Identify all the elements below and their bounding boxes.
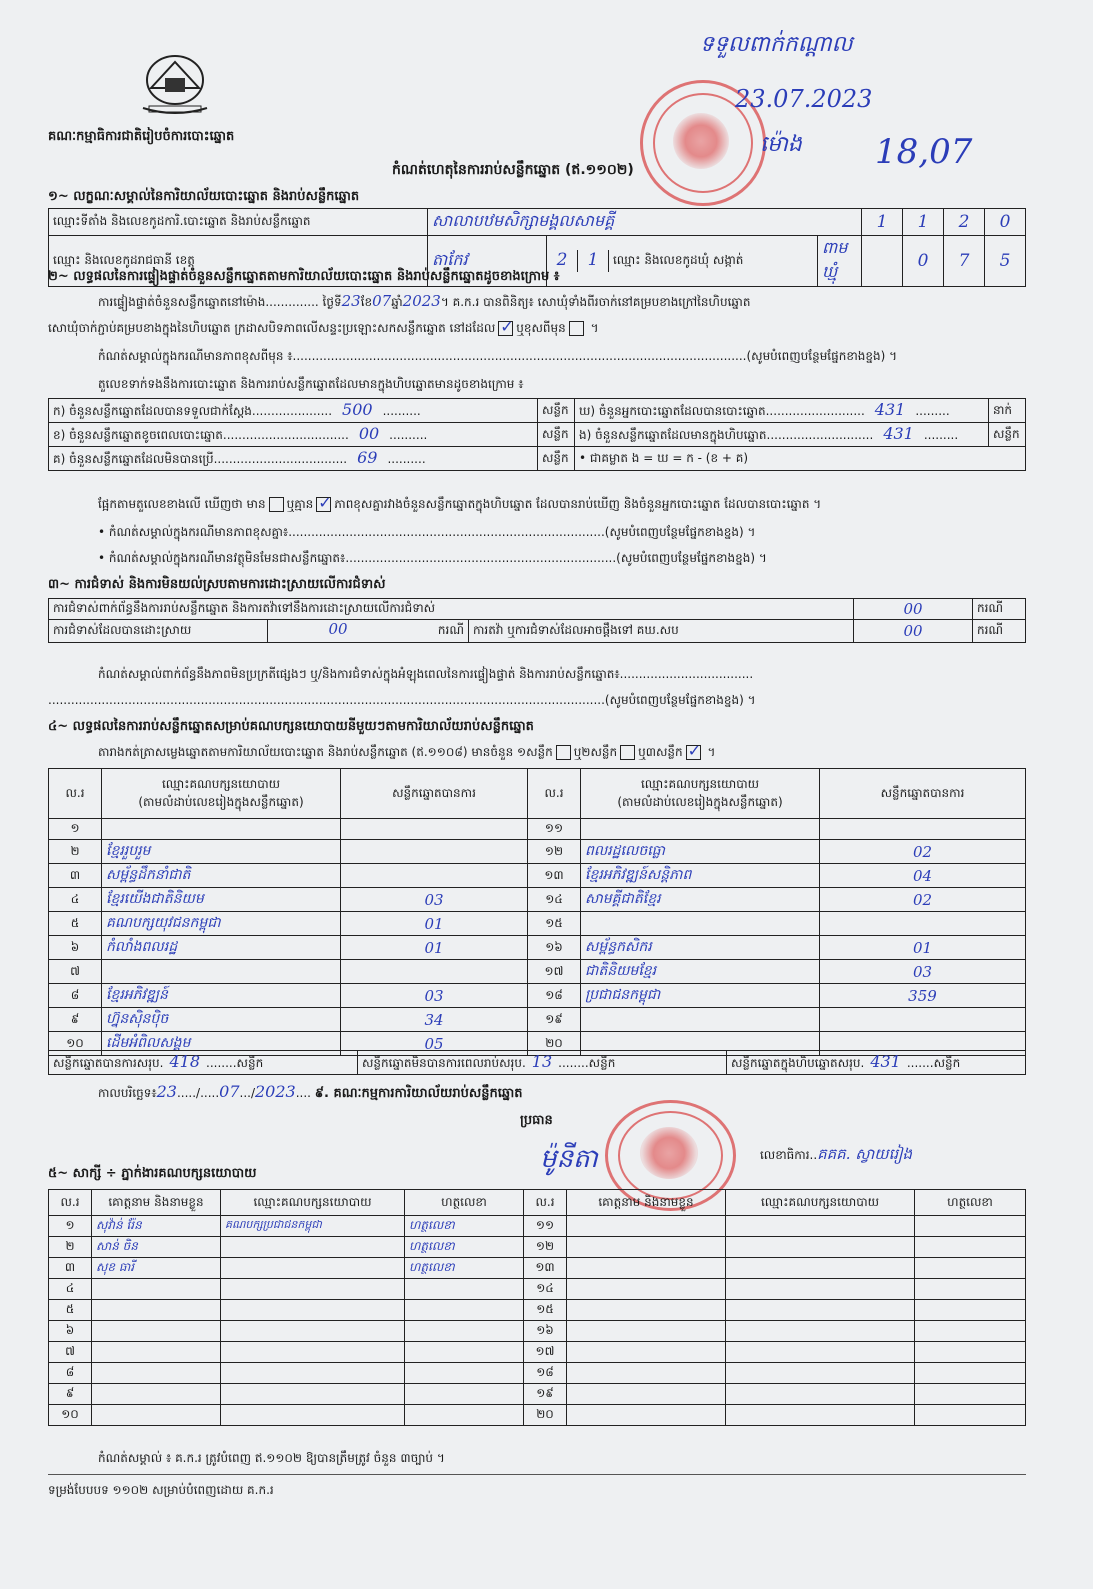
form-title: កំណត់ហេតុនៃការរាប់សន្លឹកឆ្នោត (ឥ.១១០២): [392, 162, 634, 178]
party-no: ៦: [49, 936, 102, 960]
witness-signature: [915, 1363, 1026, 1384]
footer-divider: [48, 1474, 1026, 1475]
s3-note: កំណត់សម្គាល់ពាក់ព័ន្ធនឹងភាពមិនប្រក្រតីផ្សេងៗ ឬ/និងការជំទាស់ក្នុងអំឡុងពេលនៃការផ្ទៀងផ្ទាត់ និងការរាប់សន្លឹកឆ្នោត៖...................................: [98, 667, 754, 681]
s1-prov-code-1: 2: [547, 250, 578, 272]
party-votes: [341, 864, 528, 888]
witness-no: ៤: [49, 1279, 92, 1300]
table-row: [49, 1384, 1026, 1405]
s2-para-2: សោឃុំចាក់ភ្ជាប់គម្របខាងក្នុងនៃហិបឆ្នោត ក្រដាសបិទភាពលើសន្ទះប្រឡោះសកសន្លឹកឆ្នោត នៅដដែល✓ ឬខុសពីមុន ។: [48, 320, 599, 338]
party-votes: 01: [341, 912, 528, 936]
party-name: [581, 819, 820, 840]
total-box-value: 431: [870, 1052, 901, 1071]
party-name: ខ្មែររួបរួម: [102, 840, 341, 864]
witness-signature: [915, 1384, 1026, 1405]
party-no: ១៩: [528, 1008, 581, 1032]
witness-signature: [915, 1237, 1026, 1258]
witness-name: [567, 1279, 726, 1300]
witness-party: [726, 1342, 915, 1363]
witness-signature: [405, 1321, 524, 1342]
party-no: ២: [49, 840, 102, 864]
witness-no: ៦: [49, 1321, 92, 1342]
witness-name: [567, 1237, 726, 1258]
witness-name: [567, 1405, 726, 1426]
witness-party: [221, 1237, 405, 1258]
party-no: ១៥: [528, 912, 581, 936]
table-row: [49, 1321, 1026, 1342]
witness-name: [567, 1321, 726, 1342]
party-name: គណបក្សយុវជនកម្ពុជា: [102, 912, 341, 936]
party-no: ១៨: [528, 984, 581, 1008]
s2-gho-value: 431: [874, 400, 906, 419]
s2-para-1: ការផ្ទៀងផ្ទាត់ចំនួនសន្លឹកឆ្នោតនៅម៉ោង.............. ថ្ងៃទី23ខែ07ឆ្នាំ2023។ គ.ក.រ បានពិនិត្យ៖ សោឃុំទាំងពីរចាក់នៅគម្របខាងក្រៅនៃហិបឆ្នោត: [98, 292, 751, 310]
sign-month: 07: [219, 1082, 240, 1101]
witness-signature: [915, 1405, 1026, 1426]
witness-signature: [405, 1300, 524, 1321]
s3-r2-value: 00: [328, 620, 348, 638]
witness-party: [221, 1384, 405, 1405]
section-4-title: ៤~ លទ្ធផលនៃការរាប់សន្លឹកឆ្នោតសម្រាប់គណបក្សនយោបាយនីមួយៗតាមការិយាល័យរាប់សន្លឹកឆ្នោត: [48, 719, 534, 734]
section-3-table: ការជំទាស់ពាក់ព័ន្ធនឹងការរាប់សន្លឹកឆ្នោត និងការតវ៉ាទៅនឹងការដោះស្រាយលើការជំទាស់ 00 ករណី ការជំទាស់ដែលបានដោះស្រាយ 00 ករណី ការតវ៉ា ឬការជំទាស់ដែលអាចផ្ដឹងទៅ គឃ.សប 00 ករណី: [48, 598, 1026, 643]
party-name: [581, 912, 820, 936]
party-votes: 02: [820, 840, 1026, 864]
s5-note: កំណត់សម្គាល់ ៖ គ.ក.រ ត្រូវបំពេញ ឥ.១១០២ ឱ្យបានត្រឹមត្រូវ ចំនួន ៣ច្បាប់ ។: [98, 1451, 445, 1465]
s2-month: 07: [372, 292, 392, 310]
witness-no: ១៦: [524, 1321, 567, 1342]
witness-table: ល.រ គោត្តនាម និងនាមខ្លួន ឈ្មោះគណបក្សនយោបាយ ហត្ថលេខា ល.រ គោត្តនាម និងនាមខ្លួន ឈ្មោះគណបក្សនយោបាយ ហត្ថលេខា ១ សុវ៉ាន់ រ៉ែន គណបក្សប្រជាជនកម្ពុជា ហត្ថលេខា ១១ ២ សាន់ ចិន ហត្ថលេខា ១២ ៣ សុខ ធារី ហត្ថលេខា ១៣ ៤ ១៤ ៥ ១៥ ៦ ១៦ ៧ ១៧ ៨ ១៨ ៩ ១៩ ១០ ២០: [48, 1189, 1026, 1426]
same-checkbox[interactable]: [498, 321, 513, 336]
party-no: ១៦: [528, 936, 581, 960]
party-no: ២០: [528, 1032, 581, 1056]
party-name: ខ្មែរអភិវឌ្ឍន៍: [102, 984, 341, 1008]
witness-signature: [915, 1342, 1026, 1363]
witness-party: គណបក្សប្រជាជនកម្ពុជា: [221, 1216, 405, 1237]
witness-party: [726, 1258, 915, 1279]
party-no: ៩: [49, 1008, 102, 1032]
party-votes: 03: [341, 984, 528, 1008]
party-no: ១៧: [528, 960, 581, 984]
chair-signature: ម៉ូនីតា: [540, 1144, 598, 1174]
three-sheet-checkbox[interactable]: [686, 745, 701, 760]
s2-ka-value: 500: [342, 400, 373, 419]
party-name: ជាតិនិយមខ្មែរ: [581, 960, 820, 984]
party-votes: [820, 819, 1026, 840]
has-diff-checkbox[interactable]: [269, 497, 284, 512]
party-votes: [341, 840, 528, 864]
hw-received-note: ទទួលពាក់កណ្ដាល: [700, 32, 853, 57]
witness-signature: ហត្ថលេខា: [405, 1258, 524, 1279]
s3-r2-value2: 00: [854, 620, 973, 643]
witness-signature: [915, 1300, 1026, 1321]
witness-name: [92, 1342, 221, 1363]
party-no: ១២: [528, 840, 581, 864]
witness-name: [567, 1342, 726, 1363]
section-3-title: ៣~ ការជំទាស់ និងការមិនយល់ស្របតាមការដោះស្រាយលើការជំទាស់: [48, 577, 386, 592]
witness-no: ១២: [524, 1237, 567, 1258]
s1-com-code-3: 5: [985, 236, 1026, 287]
witness-name: [92, 1321, 221, 1342]
witness-party: [726, 1216, 915, 1237]
table-row: [49, 1258, 1026, 1279]
party-votes: 03: [341, 888, 528, 912]
party-name: ខ្មែរអភិវឌ្ឍន៍សន្តិភាព: [581, 864, 820, 888]
s2-bullet-1: • កំណត់សម្គាល់ក្នុងករណីមានភាពខុសគ្នា៖...................................................................................(សូមបំពេញបន្ថែមផ្នែកខាងខ្នង) ។: [98, 525, 756, 539]
table-row: [49, 912, 1026, 936]
table-row: [49, 1237, 1026, 1258]
party-no: ៥: [49, 912, 102, 936]
witness-name: [567, 1216, 726, 1237]
witness-party: [726, 1363, 915, 1384]
witness-signature: [915, 1258, 1026, 1279]
party-votes: [341, 960, 528, 984]
party-votes: 02: [820, 888, 1026, 912]
s4-date-line: កាលបរិច្ឆេទ៖23...../.....07.../2023.... ៩. គណៈកម្មការការិយាល័យរាប់សន្លឹកឆ្នោត: [98, 1082, 523, 1101]
witness-party: [221, 1279, 405, 1300]
s4-intro: តារាងកត់ត្រាសម្លេងឆ្នោតតាមការិយាល័យបោះឆ្នោត និងរាប់សន្លឹកឆ្នោត (ឥ.១១០៨) មានចំនួន ១សន្លឹក ឬ២សន្លឹក ឬ៣សន្លឹក✓ ។: [98, 744, 715, 762]
party-votes: 03: [820, 960, 1026, 984]
hw-time: 18,07: [875, 132, 973, 172]
table-row: [49, 936, 1026, 960]
s3-r1-value: 00: [854, 599, 973, 620]
party-no: ៨: [49, 984, 102, 1008]
s2-para-4: តួលេខទាក់ទងនឹងការបោះឆ្នោត និងការរាប់សន្លឹកឆ្នោតដែលមានក្នុងហិបឆ្នោតមានដូចខាងក្រោម ៖: [98, 377, 524, 391]
witness-party: [221, 1363, 405, 1384]
s2-para-5: ផ្អែកតាមតួលេខខាងលើ ឃើញថា មាន ឬគ្មាន✓ ភាពខុសគ្នារវាងចំនួនសន្លឹកឆ្នោតក្នុងហិបឆ្នោត ដែលបានរាប់ឃើញ និងចំនួនអ្នកបោះឆ្នោត ដែលបានបោះឆ្នោត ។: [98, 496, 821, 514]
party-no: ១៤: [528, 888, 581, 912]
witness-name: [92, 1405, 221, 1426]
s1-code-4: 0: [985, 209, 1026, 236]
witness-signature: [405, 1384, 524, 1405]
party-results-table: ល.រ ឈ្មោះគណបក្សនយោបាយ (តាមលំដាប់លេខរៀងក្នុងសន្លឹកឆ្នោត) សន្លឹកឆ្នោតបានការ ល.រ ឈ្មោះគណបក្សនយោបាយ (តាមលំដាប់លេខរៀងក្នុងសន្លឹកឆ្នោត) សន្លឹកឆ្នោតបានការ ១ ១១ ២ ខ្មែររួបរួម ១២ ពលរដ្ឋលេចធ្លោ 02 ៣ សម្ព័ន្ធដឹកនាំជាតិ ១៣ ខ្មែរអភិវឌ្ឍន៍សន្តិភាព 04 ៤ ខ្មែរយើងជាតិនិយម 03 ១៤ សាមគ្គីជាតិខ្មែរ 02 ៥ គណបក្សយុវជនកម្ពុជា 01 ១៥ ៦ កំលាំងពលរដ្ឋ 01 ១៦ សម្ព័ន្ធកសិករ 01 ៧ ១៧ ជាតិនិយមខ្មែរ 03 ៨ ខ្មែរអភិវឌ្ឍន៍ 03 ១៨ ប្រជាជនកម្ពុជា 359 ៩ ហ្វ៊ុនស៊ិនប៉ិច 34 ១៩ ១០ ដើមអំពិលសង្គម 05 ២០: [48, 768, 1026, 1056]
s1-row2-label2: ឈ្មោះ និងលេខកូដឃុំ សង្កាត់: [613, 253, 744, 267]
s1-com-code-1: 0: [903, 236, 944, 287]
witness-party: [726, 1237, 915, 1258]
table-row: [49, 1363, 1026, 1384]
witness-name: [92, 1279, 221, 1300]
party-no: ១០: [49, 1032, 102, 1056]
party-name: សម្ព័ន្ធដឹកនាំជាតិ: [102, 864, 341, 888]
hw-time-label: ម៉ោង: [760, 132, 802, 157]
s1-prov-code-2: 1: [578, 250, 609, 272]
witness-no: ១៩: [524, 1384, 567, 1405]
witness-no: ៣: [49, 1258, 92, 1279]
party-no: ៧: [49, 960, 102, 984]
party-no: ១១: [528, 819, 581, 840]
party-name: សម្ព័ន្ធកសិករ: [581, 936, 820, 960]
party-name: កំលាំងពលរដ្ឋ: [102, 936, 341, 960]
witness-name: [92, 1384, 221, 1405]
section-5-title: ៥~ សាក្សី ÷ ភ្នាក់ងារគណបក្សនយោបាយ: [48, 1166, 257, 1181]
s1-com-code-2: 7: [944, 236, 985, 287]
s2-year: 2023: [402, 292, 441, 310]
table-row: [49, 888, 1026, 912]
s1-row1-value: សាលាបឋមសិក្សាមង្គលសាមគ្គី: [428, 209, 862, 236]
s2-counts-table: ក) ចំនួនសន្លឹកឆ្នោតដែលបានទទួលជាក់ស្ដែង..................... 500 .......... សន្លឹក ឃ) ចំនួនអ្នកបោះឆ្នោតដែលបានបោះឆ្នោត.......................... 431 ......... នាក់ ខ) ចំនួនសន្លឹកឆ្នោតខូចពេលបោះឆ្នោត................................. 00 .......... សន្លឹក ង) ចំនួនសន្លឹកឆ្នោតដែលមានក្នុងហិបឆ្នោត............................ 431 ......... សន្លឹក គ) ចំនួនសន្លឹកឆ្នោតដែលមិនបានប្រើ................................... 69 .......... សន្លឹក • ជាគម្លាត ង = ឃ = ក - (ខ + គ): [48, 398, 1026, 471]
sign-year: 2023: [255, 1082, 296, 1101]
s1-row2-label: ឈ្មោះ និងលេខកូដរាជធានី ខេត្ត: [53, 253, 195, 267]
chair-label: ប្រធាន: [520, 1113, 553, 1128]
witness-party: [726, 1321, 915, 1342]
s1-code-2: 1: [903, 209, 944, 236]
hw-date: 23.07.2023: [735, 85, 873, 113]
witness-party: [221, 1300, 405, 1321]
s2-day: 23: [341, 292, 361, 310]
witness-no: ៩: [49, 1384, 92, 1405]
sign-day: 23: [156, 1082, 177, 1101]
witness-signature: [405, 1363, 524, 1384]
witness-party: [221, 1342, 405, 1363]
witness-signature: ហត្ថលេខា: [405, 1237, 524, 1258]
witness-name: [567, 1384, 726, 1405]
party-name: [102, 960, 341, 984]
witness-name: សុវ៉ាន់ រ៉ែន: [92, 1216, 221, 1237]
s3-note-2: ..................................................................................................................................................(សូមបំពេញបន្ថែមផ្នែកខាងខ្នង) ។: [48, 693, 756, 707]
party-votes: 04: [820, 864, 1026, 888]
form-footer: ទម្រង់បែបបទ ១១០២ សម្រាប់បំពេញដោយ គ.ក.រ: [48, 1483, 274, 1497]
party-votes: [820, 912, 1026, 936]
party-name: សាមគ្គីជាតិខ្មែរ: [581, 888, 820, 912]
table-row: [49, 1008, 1026, 1032]
party-name: [102, 819, 341, 840]
witness-no: ១០: [49, 1405, 92, 1426]
party-votes: 05: [341, 1032, 528, 1056]
different-checkbox[interactable]: [569, 321, 584, 336]
party-name: [581, 1008, 820, 1032]
party-no: ៣: [49, 864, 102, 888]
table-row: [49, 1279, 1026, 1300]
witness-signature: [915, 1279, 1026, 1300]
witness-name: [92, 1300, 221, 1321]
party-votes: 34: [341, 1008, 528, 1032]
s2-formula: • ជាគម្លាត ង = ឃ = ក - (ខ + គ): [575, 447, 1026, 471]
party-no: ១: [49, 819, 102, 840]
s2-kha-value: 00: [358, 424, 380, 443]
table-row: [49, 1342, 1026, 1363]
witness-no: ១៨: [524, 1363, 567, 1384]
s1-code-3: 2: [944, 209, 985, 236]
witness-name: សាន់ ចិន: [92, 1237, 221, 1258]
s2-bullet-2: • កំណត់សម្គាល់ក្នុងករណីមានវត្ថុមិនមែនជាសន្លឹកឆ្នោត៖.......................................................................(សូមបំពេញបន្ថែមផ្នែកខាងខ្នង) ។: [98, 551, 767, 565]
party-name: ពលរដ្ឋលេចធ្លោ: [581, 840, 820, 864]
witness-name: [567, 1300, 726, 1321]
witness-signature: [405, 1279, 524, 1300]
table-row: [49, 864, 1026, 888]
witness-no: ១៧: [524, 1342, 567, 1363]
table-row: [49, 840, 1026, 864]
witness-name: [567, 1363, 726, 1384]
witness-name: សុខ ធារី: [92, 1258, 221, 1279]
secretary: លេខាធិការ..គគគ. ស្វាយរៀង: [760, 1145, 913, 1163]
witness-party: [221, 1405, 405, 1426]
org-name: គណៈកម្មាធិការជាតិរៀបចំការបោះឆ្នោត: [48, 129, 235, 144]
witness-no: ១: [49, 1216, 92, 1237]
witness-signature: [405, 1342, 524, 1363]
witness-no: ១៣: [524, 1258, 567, 1279]
s2-ko-value: 69: [357, 448, 378, 467]
witness-no: ២: [49, 1237, 92, 1258]
witness-signature: [915, 1216, 1026, 1237]
table-row: [49, 1405, 1026, 1426]
party-no: ១៣: [528, 864, 581, 888]
total-invalid-value: 13: [531, 1052, 553, 1071]
table-row: [49, 984, 1026, 1008]
witness-no: ៧: [49, 1342, 92, 1363]
table-row: [49, 819, 1026, 840]
witness-party: [726, 1384, 915, 1405]
witness-no: ១៥: [524, 1300, 567, 1321]
two-sheet-checkbox[interactable]: [620, 745, 635, 760]
witness-signature: [915, 1321, 1026, 1342]
s2-para-3: កំណត់សម្គាល់ក្នុងករណីមានភាពខុសពីមុន ៖.......................................................................................................................(សូមបំពេញបន្ថែមផ្នែកខាងខ្នង) ។: [98, 349, 898, 363]
party-votes: 359: [820, 984, 1026, 1008]
section-1-title: ១~ លក្ខណៈសម្គាល់នៃការិយាល័យបោះឆ្នោត និងរាប់សន្លឹកឆ្នោត: [48, 189, 360, 204]
party-votes: [341, 819, 528, 840]
table-row: [49, 960, 1026, 984]
witness-party: [726, 1279, 915, 1300]
section-2-title: ២~ លទ្ធផលនៃការផ្ទៀងផ្ទាត់ចំនួនសន្លឹកឆ្នោតតាមការិយាល័យបោះឆ្នោត និងរាប់សន្លឹកឆ្នោតដូចខាងក្រោម ៖: [48, 269, 560, 284]
witness-signature: ហត្ថលេខា: [405, 1216, 524, 1237]
witness-no: ២០: [524, 1405, 567, 1426]
nec-emblem-icon: [135, 50, 215, 122]
witness-party: [726, 1300, 915, 1321]
s1-row1-label: ឈ្មោះទីតាំង និងលេខកូដការិ.បោះឆ្នោត និងរាប់សន្លឹកឆ្នោត: [49, 209, 428, 236]
witness-name: [92, 1363, 221, 1384]
s1-province: តាកែវ: [428, 236, 547, 287]
witness-party: [726, 1405, 915, 1426]
party-votes: 01: [341, 936, 528, 960]
witness-no: ១៤: [524, 1279, 567, 1300]
witness-party: [221, 1258, 405, 1279]
table-row: [49, 1216, 1026, 1237]
s1-code-1: 1: [862, 209, 903, 236]
party-name: ដើមអំពិលសង្គម: [102, 1032, 341, 1056]
witness-party: [221, 1321, 405, 1342]
no-diff-checkbox[interactable]: [316, 497, 331, 512]
s2-ng-value: 431: [883, 424, 914, 443]
secretary-signature: គគគ. ស្វាយរៀង: [817, 1145, 913, 1163]
party-no: ៤: [49, 888, 102, 912]
s1-commune: ពាមឃ្មុំ: [818, 236, 862, 287]
witness-no: ៥: [49, 1300, 92, 1321]
party-name: ហ្វ៊ុនស៊ិនប៉ិច: [102, 1008, 341, 1032]
total-valid-value: 418: [169, 1052, 201, 1071]
totals-table: សន្លឹកឆ្នោតបានការសរុប. 418 ........សន្លឹក សន្លឹកឆ្នោតមិនបានការពេលរាប់សរុប. 13 ........សន្លឹក សន្លឹកឆ្នោតក្នុងហិបឆ្នោតសរុប. 431 .......សន្លឹក: [48, 1050, 1026, 1075]
party-votes: [820, 1008, 1026, 1032]
party-name: ខ្មែរយើងជាតិនិយម: [102, 888, 341, 912]
witness-signature: [405, 1405, 524, 1426]
witness-no: ១១: [524, 1216, 567, 1237]
table-row: [49, 1300, 1026, 1321]
one-sheet-checkbox[interactable]: [556, 745, 571, 760]
party-name: ប្រជាជនកម្ពុជា: [581, 984, 820, 1008]
witness-no: ៨: [49, 1363, 92, 1384]
party-votes: 01: [820, 936, 1026, 960]
witness-name: [567, 1258, 726, 1279]
